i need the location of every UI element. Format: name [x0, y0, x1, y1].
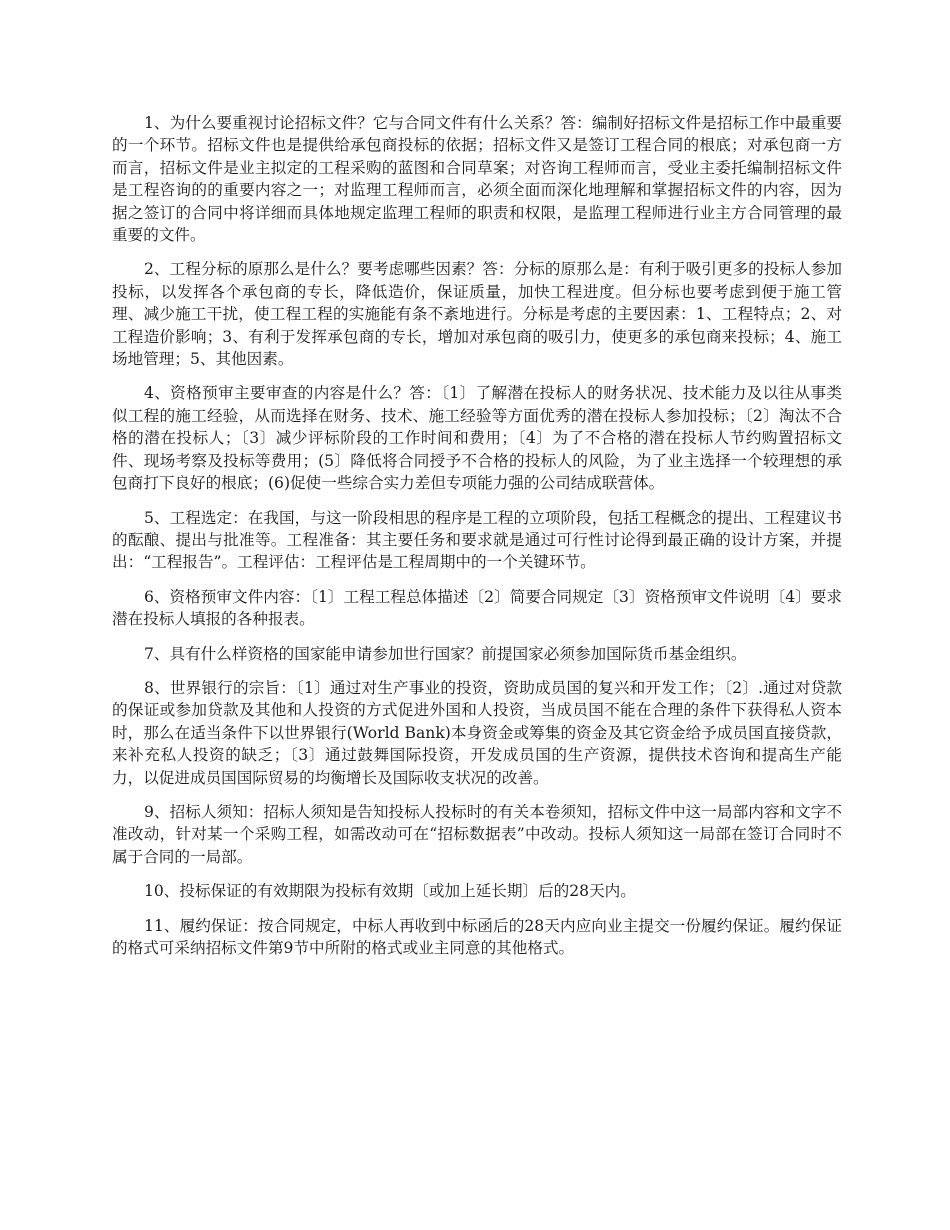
paragraph-8: 8、世界银行的宗旨：〔1〕通过对生产事业的投资，资助成员国的复兴和开发工作；〔2〕.通过对贷款的保证或参加贷款及其他和人投资的方式促进外国和人投资，当成员国不能在合理的条件下获得私人资本时，那么在适当条件下以世界银行(World Bank)本身资金或筹集的资金及其它资金给予成员国直接贷款，来补充私人投资的缺乏；〔3〕通过鼓舞国际投资，开发成员国的生产资源，提供技术咨询和提高生产能力，以促进成员国国际贸易的均衡增长及国际收支状况的改善。	[112, 678, 842, 787]
paragraph-6: 6、资格预审文件内容：〔1〕工程工程总体描述〔2〕简要合同规定〔3〕资格预审文件说明〔4〕要求潜在投标人填报的各种报表。	[112, 587, 842, 629]
document-body	[112, 112, 842, 971]
paragraph-10: 10、投标保证的有效期限为投标有效期〔或加上延长期〕后的28天内。	[143, 882, 636, 901]
paragraph-4: 4、资格预审主要审查的内容是什么？答：〔1〕了解潜在投标人的财务状况、技术能力及以往从事类似工程的施工经验，从而选择在财务、技术、施工经验等方面优秀的潜在投标人参加投标；〔2〕淘汰不合格的潜在投标人；〔3〕减少评标阶段的工作时间和费用；〔4〕为了不合格的潜在投标人节约购置招标文件、现场考察及投标等费用；(5〕降低将合同授予不合格的投标人的风险，为了业主选择一个较理想的承包商打下良好的根底；(6)促使一些综合实力差但专项能力强的公司结成联营体。	[112, 384, 842, 493]
paragraph-9: 9、招标人须知：招标人须知是告知投标人投标时的有关本卷须知，招标文件中这一局部内容和文字不准改动，针对某一个采购工程，如需改动可在“招标数据表”中改动。投标人须知这一局部在签订合同时不属于合同的一局部。	[112, 802, 842, 866]
paragraph-2: 2、工程分标的原那么是什么？要考虑哪些因素？答：分标的原那么是：有利于吸引更多的投标人参加投标，以发挥各个承包商的专长，降低造价，保证质量，加快工程进度。但分标也要考虑到便于施工管理、减少施工干扰，使工程工程的实施能有条不紊地进行。分标是考虑的主要因素：1、工程特点；2、对工程造价影响；3、有利于发挥承包商的专长，增加对承包商的吸引力，使更多的承包商来投标；4、施工场地管理；5、其他因素。	[112, 260, 842, 369]
paragraph-5: 5、工程选定：在我国，与这一阶段相思的程序是工程的立项阶段，包括工程概念的提出、工程建议书的酝酿、提出与批准等。工程准备：其主要任务和要求就是通过可行性讨论得到最正确的设计方案，并提出：“工程报告”。工程评估：工程评估是工程周期中的一个关键环节。	[112, 508, 842, 572]
paragraph-1: 1、为什么要重视讨论招标文件？它与合同文件有什么关系？答：编制好招标文件是招标工作中最重要的一个环节。招标文件也是提供给承包商投标的依据；招标文件又是签订工程合同的根底；对承包商一方而言，招标文件是业主拟定的工程采购的蓝图和合同草案；对咨询工程师而言，受业主委托编制招标文件是工程咨询的的重要内容之一；对监理工程师而言，必须全面而深化地理解和掌握招标文件的内容，因为据之签订的合同中将详细而具体地规定监理工程师的职责和权限，是监理工程师进行业主方合同管理的最重要的文件。	[112, 114, 842, 245]
paragraph-7: 7、具有什么样资格的国家能申请参加世行国家？前提国家必须参加国际货币基金组织。	[143, 644, 747, 663]
paragraph-11: 11、履约保证：按合同规定，中标人再收到中标函后的28天内应向业主提交一份履约保证。履约保证的格式可采纳招标文件第9节中所附的格式或业主同意的其他格式。	[112, 916, 842, 957]
